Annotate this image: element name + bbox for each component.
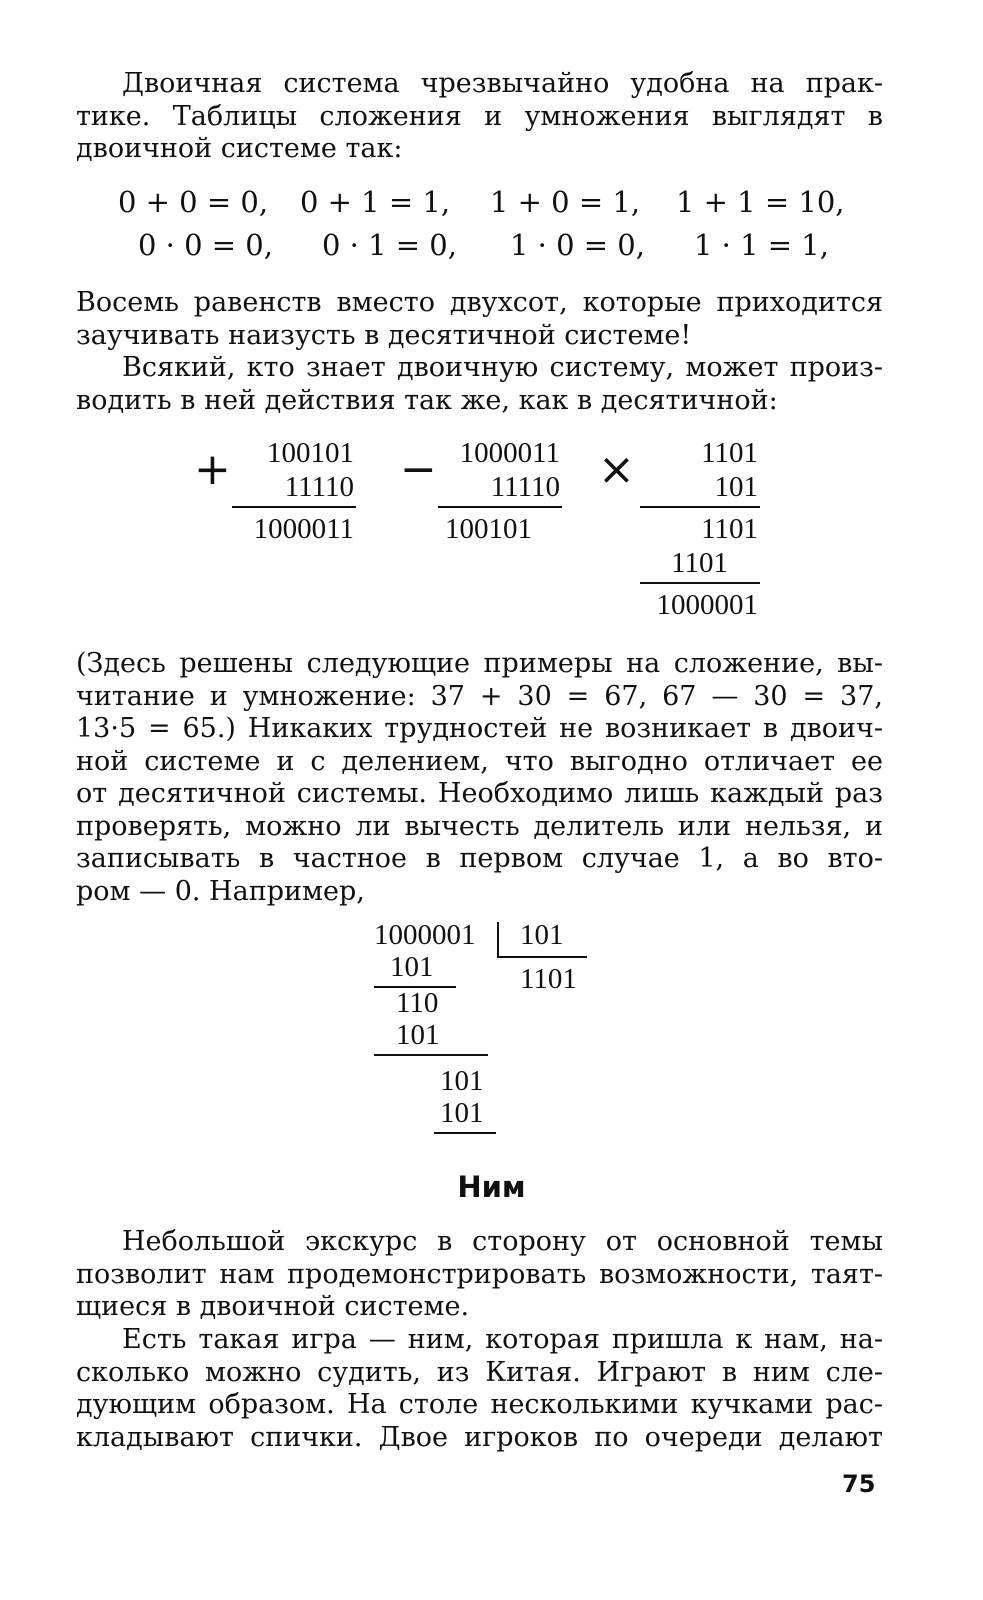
text-line: 13·5 = 65.) Никаких трудностей не возникает в двоич- [76, 713, 883, 744]
text-line: ной системе и с делением, что выгодно отличает ее [76, 745, 883, 777]
text-line: щиеся в двоичной системе. [76, 1291, 470, 1322]
divisor-rule [497, 956, 587, 958]
minus-operator: − [400, 444, 437, 495]
paragraph-binary-intro [76, 68, 883, 166]
page-number: 75 [842, 1470, 876, 1498]
text-line: Восемь равенств вместо двухсот, которые приходится [76, 287, 883, 318]
multiplier: 101 [714, 471, 758, 503]
subtract-step-3: 101 [440, 1097, 484, 1129]
equation: 0 + 0 = 0, [118, 185, 269, 219]
remainder-1: 110 [396, 987, 439, 1019]
equation: 1 + 1 = 10, [676, 185, 845, 219]
text-line: тике. Таблицы сложения и умножения выглядят в [76, 100, 883, 132]
equation: 0 · 0 = 0, [138, 228, 273, 262]
addend-top: 100101 [267, 437, 354, 469]
text-line: записывать в частное в первом случае 1, а во вто- [76, 843, 883, 874]
paragraph-eight-equalities [76, 287, 883, 352]
minuend: 1000011 [459, 437, 560, 469]
product-result: 1000001 [656, 589, 758, 621]
difference-result: 100101 [445, 513, 532, 545]
text-line: читание и умножение: 37 + 30 = 67, 67 — 30 = 37, [76, 680, 883, 712]
times-operator: × [598, 444, 635, 495]
paragraph-examples-explained [76, 648, 883, 908]
step-rule-2 [374, 1054, 488, 1056]
subtract-step-2: 101 [396, 1019, 440, 1051]
remainder-2: 101 [440, 1065, 484, 1097]
text-line: сколько можно судить, из Китая. Играют в ним сле- [76, 1356, 883, 1388]
division-bar [497, 922, 499, 956]
equation: 1 · 0 = 0, [510, 228, 645, 262]
product-rule-2 [640, 582, 760, 584]
subtrahend: 11110 [490, 471, 560, 503]
product-rule-1 [640, 506, 760, 508]
equation: 1 + 0 = 1, [490, 185, 641, 219]
difference-rule [438, 506, 562, 508]
sum-rule [232, 506, 356, 508]
text-line: (Здесь решены следующие примеры на сложение, вы- [76, 648, 883, 679]
text-line: кладывают спички. Двое игроков по очереди делают [76, 1421, 883, 1453]
step-rule-3 [434, 1132, 496, 1134]
equation: 0 + 1 = 1, [300, 185, 451, 219]
text-line: Есть такая игра — ним, которая пришла к нам, на- [122, 1324, 883, 1355]
multiplicand: 1101 [701, 437, 758, 469]
addend-bottom: 11110 [284, 471, 354, 503]
text-line: Всякий, кто знает двоичную систему, может произ- [122, 352, 883, 383]
text-line: от десятичной системы. Необходимо лишь каждый раз [76, 778, 883, 809]
paragraph-operations-intro [76, 352, 883, 417]
plus-operator: + [194, 444, 231, 495]
partial-product-2: 1101 [671, 547, 728, 579]
text-line: двоичной системе так: [76, 133, 403, 164]
text-line: Двоичная система чрезвычайно удобна на прак- [122, 68, 883, 99]
section-heading: Ним [457, 1170, 526, 1204]
quotient: 1101 [520, 963, 577, 995]
subtract-step-1: 101 [390, 951, 434, 983]
text-line: дующим образом. На столе несколькими кучками рас- [76, 1389, 883, 1420]
dividend: 1000001 [374, 919, 476, 951]
divisor: 101 [520, 919, 564, 951]
text-line: позволит нам продемонстрировать возможности, таят- [76, 1258, 883, 1290]
equation: 1 · 1 = 1, [694, 228, 829, 262]
partial-product-1: 1101 [701, 513, 758, 545]
sum-result: 1000011 [253, 513, 354, 545]
paragraph-excursus [76, 1226, 883, 1324]
text-line: Небольшой экскурс в сторону от основной темы [122, 1226, 883, 1257]
text-line: ром — 0. Например, [76, 875, 365, 907]
equation: 0 · 1 = 0, [322, 228, 457, 262]
text-line: водить в ней действия так же, как в десятичной: [76, 384, 778, 416]
text-line: заучивать наизусть в десятичной системе! [76, 319, 692, 351]
paragraph-nim-game [76, 1324, 883, 1454]
text-line: проверять, можно ли вычесть делитель или нельзя, и [76, 810, 883, 842]
